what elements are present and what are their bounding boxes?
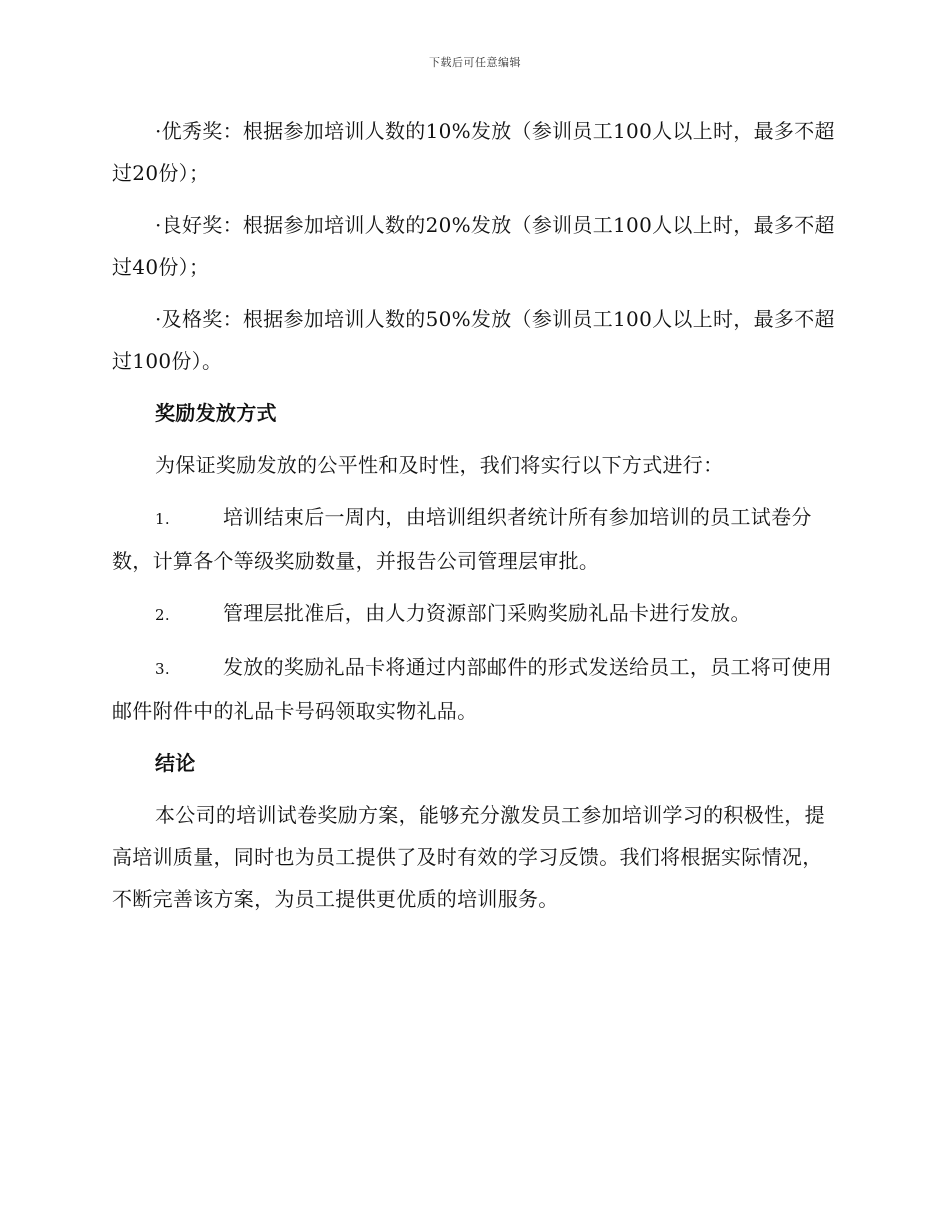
item-number: 2.: [155, 606, 170, 624]
bullet-good: [112, 204, 842, 288]
item-number: 3.: [155, 660, 170, 678]
bullet-marker: ·: [155, 119, 162, 143]
page-header: 下载后可任意编辑: [429, 56, 521, 69]
numbered-item-3: [112, 646, 842, 732]
bullet-marker: ·: [155, 213, 162, 237]
bullet-marker: ·: [155, 307, 162, 331]
bullet-text: 及格奖：根据参加培训人数的50%发放（参训员工100人以上时，最多不超过100份）。: [112, 307, 835, 373]
item-text: 管理层批准后，由人力资源部门采购奖励礼品卡进行发放。: [223, 601, 751, 625]
document-body: [112, 110, 842, 930]
bullet-text: 良好奖：根据参加培训人数的20%发放（参训员工100人以上时，最多不超过40份）；: [112, 213, 835, 279]
distribution-intro: 为保证奖励发放的公平性和及时性，我们将实行以下方式进行：: [155, 453, 724, 477]
conclusion-body: 本公司的培训试卷奖励方案，能够充分激发员工参加培训学习的积极性，提高培训质量，同时也为员工提供了及时有效的学习反馈。我们将根据实际情况，不断完善该方案，为员工提供更优质的培训服务。: [112, 803, 825, 911]
section-heading-conclusion: 结论: [155, 751, 196, 775]
numbered-item-1: [112, 496, 842, 582]
item-text: 培训结束后一周内，由培训组织者统计所有参加培训的员工试卷分数，计算各个等级奖励数量，并报告公司管理层审批。: [112, 505, 812, 573]
bullet-text: 优秀奖：根据参加培训人数的10%发放（参训员工100人以上时，最多不超过20份）；: [112, 119, 835, 185]
item-number: 1.: [155, 510, 170, 528]
item-text: 发放的奖励礼品卡将通过内部邮件的形式发送给员工，员工将可使用邮件附件中的礼品卡号码领取实物礼品。: [112, 655, 832, 723]
bullet-pass: [112, 298, 842, 382]
numbered-item-2: [112, 592, 842, 636]
bullet-excellent: [112, 110, 842, 194]
section-heading-distribution: 奖励发放方式: [155, 401, 277, 425]
